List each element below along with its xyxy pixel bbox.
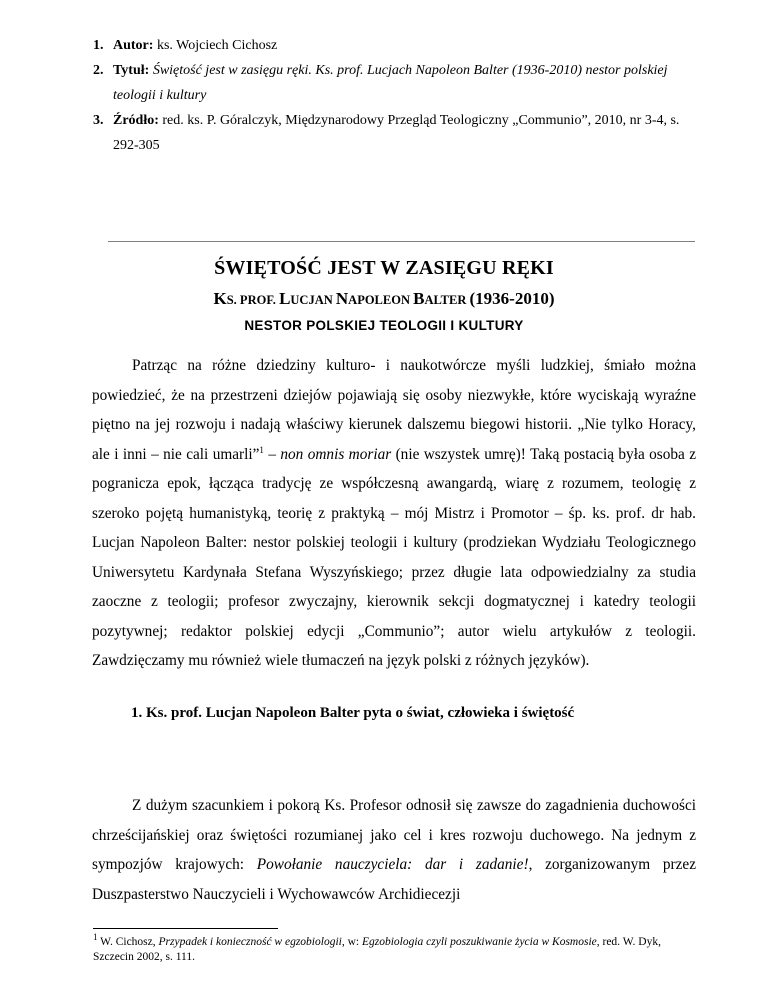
- meta-number: 2.: [93, 63, 104, 78]
- meta-value: red. ks. P. Góralczyk, Międzynarodowy Przegląd Teologiczny „Communio”, 2010, nr 3-4, s. 292-305: [113, 113, 680, 153]
- meta-author: [93, 33, 693, 58]
- section-heading: 1. Ks. prof. Lucjan Napoleon Balter pyta o świat, człowieka i świętość: [131, 705, 575, 721]
- document-metadata: [93, 33, 693, 158]
- footnote-number: 1: [93, 932, 98, 943]
- article-subtitle: KS. PROF. LUCJAN NAPOLEON BALTER (1936-2010): [213, 289, 555, 308]
- footnote-divider: [93, 928, 278, 929]
- meta-label: Tytuł:: [113, 63, 150, 78]
- footnote-reference[interactable]: 1: [259, 444, 264, 455]
- meta-title: [93, 58, 693, 108]
- meta-label: Źródło:: [113, 113, 159, 128]
- horizontal-divider: [108, 241, 695, 242]
- paragraph-intro: Patrząc na różne dziedziny kulturo- i naukotwórcze myśli ludzkiej, śmiało można powiedzieć, że na przestrzeni dziejów pojawiają się osoby niezwykłe, które wyciskają wyraźne piętno na jej rozwoju i nadają właściwy kierunek dalszemu biegowi historii. „Nie tylko Horacy, ale i inni – nie cali umarli”$^1$ – non omnis moriar (nie wszystek umrę)! Taką postacią była osoba z pogranicza epok, łącząca tradycję ze współczesną awangardą, wiarę z rozumem, teologię z szeroko pojętą humanistyką, teorię z praktyką – mój Mistrz i Promotor – śp. ks. prof. dr hab. Lucjan Napoleon Balter: nestor polskiej teologii i kultury (prodziekan Wydziału Teologicznego Uniwersytetu Kardynała Stefana Wyszyńskiego; przez długie lata odpowiedzialny za studia zaoczne z teologii; profesor zwyczajny, kierownik sekcji dogmatycznej i katedry teologii pozytywnej; redaktor polskiej edycji „Communio”; autor wielu artykułów z teologii. Zawdzięczamy mu również wiele tłumaczeń na język polski z różnych języków).: [92, 357, 697, 669]
- article-subtitle-secondary: NESTOR POLSKIEJ TEOLOGII I KULTURY: [244, 318, 524, 333]
- article-title: ŚWIĘTOŚĆ JEST W ZASIĘGU RĘKI: [214, 257, 554, 279]
- paragraph-section1: Z dużym szacunkiem i pokorą Ks. Profesor odnosił się zawsze do zagadnienia duchowości chrześcijańskiej oraz świętości rozumianej jako cel i kres rozwoju duchowego. Na jednym z sympozjów krajowych: Powołanie nauczyciela: dar i zadanie!, zorganizowanym przez Duszpasterstwo Nauczycieli i Wychowawców Archidiecezji: [92, 797, 696, 903]
- meta-label: Autor:: [113, 38, 154, 53]
- meta-value: Świętość jest w zasięgu ręki. Ks. prof. Lucjach Napoleon Balter (1936-2010) nestor polskiej teologii i kultury: [113, 63, 668, 103]
- meta-value: ks. Wojciech Cichosz: [153, 38, 278, 53]
- meta-source: [93, 108, 693, 158]
- meta-number: 3.: [93, 113, 104, 128]
- footnote: $^1$ W. Cichosz, Przypadek i konieczność w egzobiologii, w: Egzobiologia czyli poszukiwanie życia w Kosmosie, red. W. Dyk, Szczecin 2002, s. 111.: [93, 932, 661, 963]
- meta-number: 1.: [93, 38, 104, 53]
